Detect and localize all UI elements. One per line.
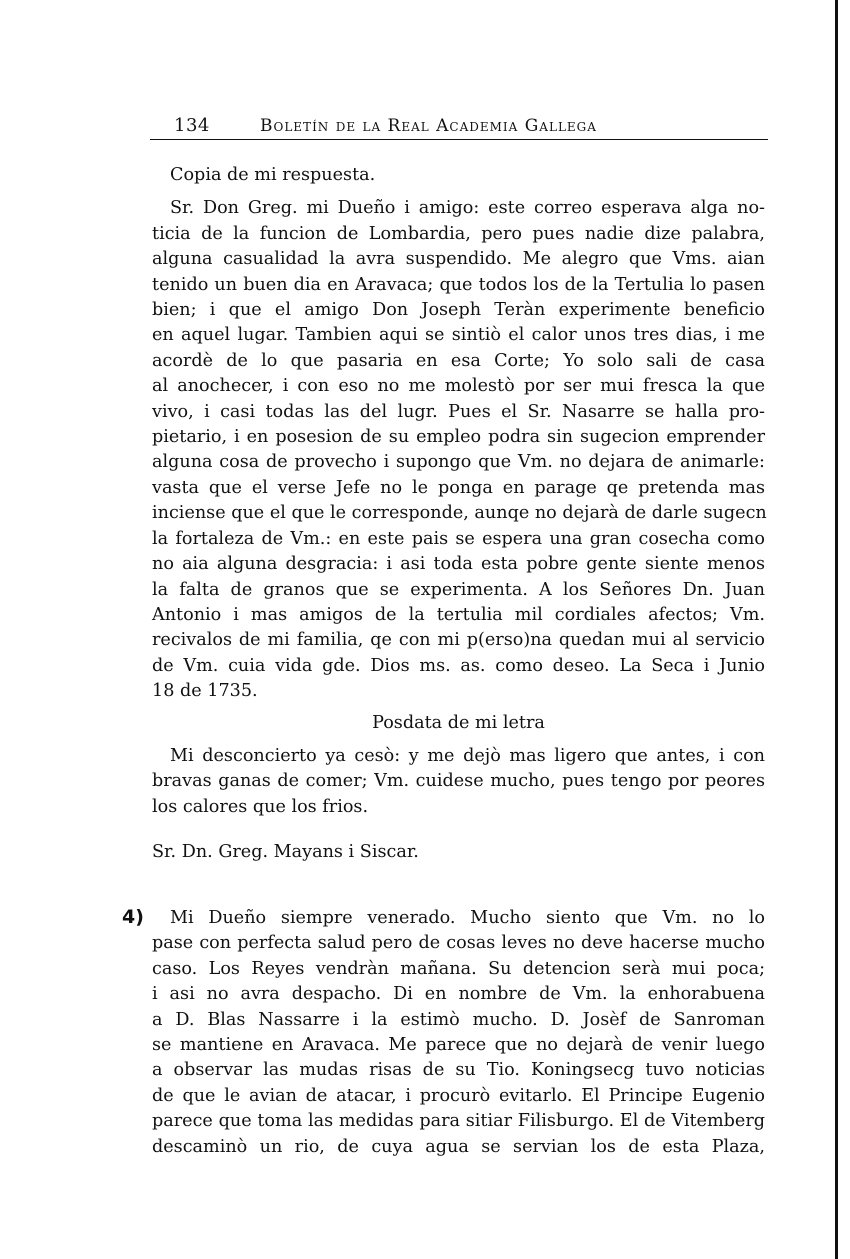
- letter-line: alguna cosa de provecho i supongo que Vm. no dejara de animarle:: [152, 452, 765, 473]
- letter-line: bien; i que el amigo Don Joseph Teràn experimente beneficio: [152, 300, 765, 321]
- letter-line: Sr. Don Greg. mi Dueño i amigo: este correo esperava alga no-: [170, 198, 765, 219]
- note-marker: 4): [122, 906, 144, 928]
- letter-line: vivo, i casi todas las del lugr. Pues el Sr. Nasarre se halla pro-: [152, 401, 765, 422]
- letter-line: vasta que el verse Jefe no le ponga en parage qe pretenda mas: [152, 477, 765, 498]
- note-line: a observar las mudas risas de su Tio. Koningsecg tuvo noticias: [152, 1060, 765, 1081]
- note-line: caso. Los Reyes vendràn mañana. Su detencion serà mui poca;: [152, 958, 765, 979]
- letter-line: Antonio i mas amigos de la tertulia mil cordiales afectos; Vm.: [152, 604, 765, 625]
- addressee: Sr. Dn. Greg. Mayans i Siscar.: [152, 842, 419, 863]
- letter-line: alguna casualidad la avra suspendido. Me alegro que Vms. aian: [152, 249, 765, 270]
- letter-line: en aquel lugar. Tambien aqui se sintiò el calor unos tres dias, i me: [152, 325, 765, 346]
- page-edge: [835, 0, 850, 1259]
- letter-line: la falta de granos que se experimenta. A los Señores Dn. Juan: [152, 579, 765, 600]
- letter-line: no aia alguna desgracia: i asi toda esta pobre gente siente menos: [152, 554, 765, 575]
- letter-line: ticia de la funcion de Lombardia, pero pues nadie dize palabra,: [152, 223, 765, 244]
- letter-line: acordè de lo que pasaria en esa Corte; Yo solo sali de casa: [152, 350, 765, 371]
- postscript-line: bravas ganas de comer; Vm. cuidese mucho, pues tengo por peores: [152, 771, 765, 792]
- note-line: Mi Dueño siempre venerado. Mucho siento que Vm. no lo: [170, 908, 765, 928]
- postscript-line: los calores que los frios.: [152, 796, 369, 817]
- letter-block: [152, 163, 765, 866]
- letter-line: pietario, i en posesion de su empleo podra sin sugecion emprender: [152, 427, 765, 448]
- letter-line: recivalos de mi familia, qe con mi p(erso)na quedan mui al servicio: [152, 630, 765, 651]
- note-block: [152, 906, 765, 1160]
- postscript-line: Mi desconcierto ya cesò: y me dejò mas ligero que antes, i con: [170, 745, 765, 766]
- letter-heading: Copia de mi respuesta.: [170, 165, 376, 185]
- letter-line: de Vm. cuia vida gde. Dios ms. as. como deseo. La Seca i Junio: [152, 655, 765, 676]
- note-line: pase con perfecta salud pero de cosas leves no deve hacerse mucho: [152, 933, 765, 954]
- note-line: i asi no avra despacho. Di en nombre de Vm. la enhorabuena: [152, 984, 765, 1005]
- note-line: de que le avian de atacar, i procurò evitarlo. El Principe Eugenio: [152, 1085, 765, 1106]
- letter-line: al anochecer, i con eso no me molestò por ser mui fresca la que: [152, 376, 765, 397]
- note-line: se mantiene en Aravaca. Me parece que no dejarà de venir luego: [152, 1035, 765, 1056]
- note-line: descaminò un rio, de cuya agua se servian los de esta Plaza,: [152, 1136, 765, 1157]
- note-line: parece que toma las medidas para sitiar Filisburgo. El de Vitemberg: [152, 1111, 765, 1132]
- letter-line: tenido un buen dia en Aravaca; que todos los de la Tertulia lo pasen: [152, 274, 765, 295]
- postscript-heading: Posdata de mi letra: [372, 712, 545, 733]
- page-number: 134: [174, 115, 210, 136]
- letter-line: 18 de 1735.: [152, 681, 258, 702]
- running-header: [150, 113, 768, 140]
- letter-line: inciense que el que le corresponde, aunqe no dejarà de darle sugecn: [152, 503, 767, 524]
- letter-line: la fortaleza de Vm.: en este pais se espera una gran cosecha como: [152, 528, 765, 549]
- note-line: a D. Blas Nassarre i la estimò mucho. D. Josèf de Sanroman: [152, 1009, 765, 1030]
- journal-title: Boletín de la Real Academia Gallega: [260, 116, 597, 136]
